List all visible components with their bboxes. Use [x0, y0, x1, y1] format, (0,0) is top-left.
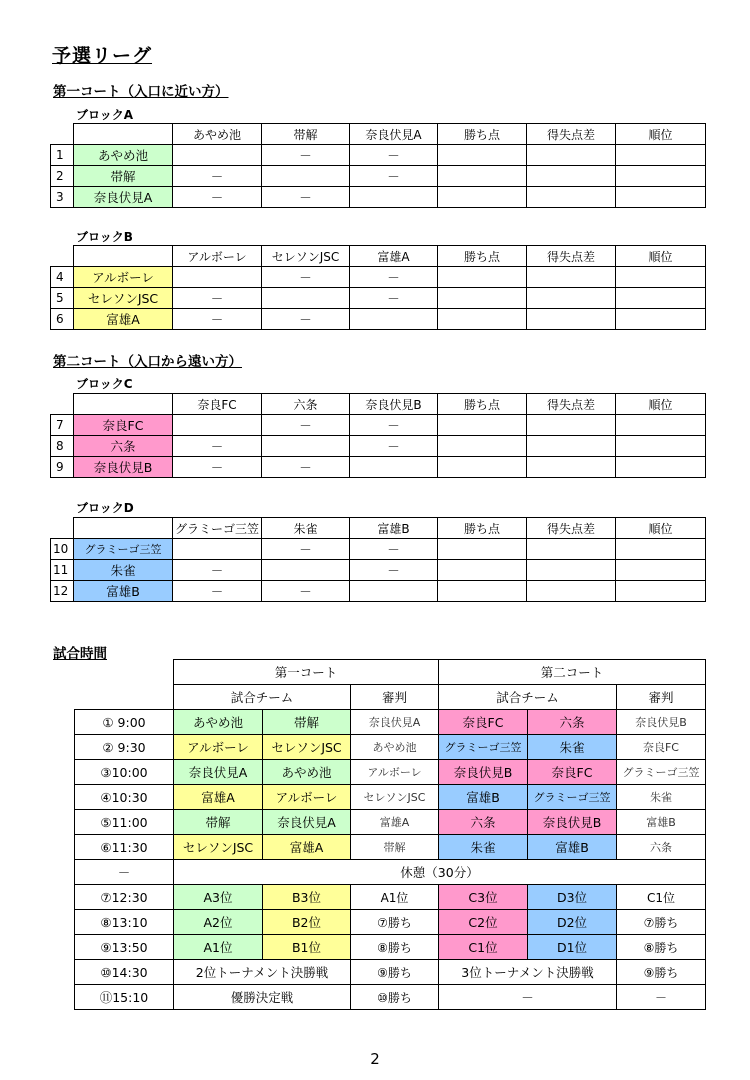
cell	[350, 581, 438, 602]
team-number: 1	[51, 145, 74, 166]
cell	[438, 560, 527, 581]
team-number: 8	[51, 436, 74, 457]
team-name: グラミーゴ三笠	[74, 539, 173, 560]
team-cell: あやめ池	[263, 760, 351, 785]
cell	[527, 539, 616, 560]
team-number: 2	[51, 166, 74, 187]
team-cell: 六条	[439, 810, 528, 835]
referee-cell: －	[617, 985, 706, 1010]
corner-cell	[75, 660, 174, 685]
team-name: 奈良FC	[74, 415, 173, 436]
table-row	[51, 457, 706, 478]
referee-cell: ⑨勝ち	[351, 960, 439, 985]
table-row	[51, 415, 706, 436]
cell	[527, 457, 616, 478]
referee-cell: ⑦勝ち	[351, 910, 439, 935]
referee-cell: 奈良伏見A	[351, 710, 439, 735]
break-label: 休憩（30分）	[174, 860, 706, 885]
cell	[527, 581, 616, 602]
col-team: 富雄B	[350, 518, 438, 539]
team-cell: 奈良FC	[439, 710, 528, 735]
team-name: 富雄B	[74, 581, 173, 602]
col-rank: 順位	[616, 124, 706, 145]
cell: －	[173, 436, 262, 457]
col-team: 富雄A	[350, 246, 438, 267]
team-cell: 奈良伏見B	[528, 810, 617, 835]
cell: －	[350, 288, 438, 309]
cell	[527, 145, 616, 166]
table-row	[51, 560, 706, 581]
schedule-table	[74, 659, 706, 1010]
cell: －	[350, 166, 438, 187]
team-cell: あやめ池	[174, 710, 263, 735]
match-teams-header: 試合チーム	[439, 685, 617, 710]
referee-cell: ⑧勝ち	[351, 935, 439, 960]
cell	[262, 560, 350, 581]
table-row	[75, 960, 706, 985]
cell	[438, 415, 527, 436]
team-number: 5	[51, 288, 74, 309]
col-points: 勝ち点	[438, 394, 527, 415]
cell	[527, 560, 616, 581]
team-cell: 富雄A	[263, 835, 351, 860]
cell	[438, 436, 527, 457]
cell	[262, 436, 350, 457]
team-cell: グラミーゴ三笠	[439, 735, 528, 760]
match-time: ⑤11:00	[75, 810, 174, 835]
corner-cell	[51, 518, 74, 539]
table-row	[75, 885, 706, 910]
cell: －	[173, 288, 262, 309]
referee-header: 審判	[617, 685, 706, 710]
match-time: ④10:30	[75, 785, 174, 810]
header-blank	[74, 394, 173, 415]
referee-cell: グラミーゴ三笠	[617, 760, 706, 785]
cell	[262, 288, 350, 309]
cell	[173, 539, 262, 560]
referee-cell: A1位	[351, 885, 439, 910]
table-row	[75, 785, 706, 810]
match-time: ⑦12:30	[75, 885, 174, 910]
corner-cell	[75, 685, 174, 710]
table-row	[75, 835, 706, 860]
cell: －	[262, 415, 350, 436]
final-match: －	[439, 985, 617, 1010]
block-b-label: ブロックB	[76, 230, 133, 244]
col-goal-diff: 得失点差	[527, 246, 616, 267]
cell	[616, 267, 706, 288]
match-time: ⑨13:50	[75, 935, 174, 960]
col-team: セレソンJSC	[262, 246, 350, 267]
team-name: 六条	[74, 436, 173, 457]
cell: －	[262, 187, 350, 208]
cell	[616, 187, 706, 208]
cell	[616, 288, 706, 309]
table-row	[51, 436, 706, 457]
cell: －	[173, 309, 262, 330]
team-cell: A2位	[174, 910, 263, 935]
cell	[350, 457, 438, 478]
block-c-label: ブロックC	[76, 377, 133, 391]
team-number: 11	[51, 560, 74, 581]
team-number: 7	[51, 415, 74, 436]
cell	[438, 581, 527, 602]
cell	[527, 166, 616, 187]
cell: －	[262, 309, 350, 330]
court-1-header: 第一コート	[174, 660, 439, 685]
cell	[527, 436, 616, 457]
col-team: 奈良伏見A	[350, 124, 438, 145]
cell: －	[173, 166, 262, 187]
cell: －	[350, 145, 438, 166]
cell	[616, 415, 706, 436]
team-cell: 奈良FC	[528, 760, 617, 785]
match-time: ⑧13:10	[75, 910, 174, 935]
cell: －	[350, 560, 438, 581]
team-cell: C3位	[439, 885, 528, 910]
table-row	[75, 810, 706, 835]
col-goal-diff: 得失点差	[527, 518, 616, 539]
team-cell: 奈良伏見A	[263, 810, 351, 835]
cell	[438, 267, 527, 288]
block-a-table	[50, 123, 706, 208]
cell	[616, 457, 706, 478]
table-row	[51, 145, 706, 166]
corner-cell	[51, 124, 74, 145]
cell: －	[350, 267, 438, 288]
team-cell: グラミーゴ三笠	[528, 785, 617, 810]
cell	[438, 288, 527, 309]
header-blank	[74, 518, 173, 539]
referee-cell: 六条	[617, 835, 706, 860]
referee-cell: ⑨勝ち	[617, 960, 706, 985]
team-cell: 帯解	[263, 710, 351, 735]
col-team: アルボーレ	[173, 246, 262, 267]
referee-cell: ⑧勝ち	[617, 935, 706, 960]
team-number: 4	[51, 267, 74, 288]
referee-cell: 奈良伏見B	[617, 710, 706, 735]
cell	[616, 539, 706, 560]
team-cell: セレソンJSC	[174, 835, 263, 860]
cell	[616, 581, 706, 602]
col-team: 帯解	[262, 124, 350, 145]
table-row	[75, 935, 706, 960]
match-time: ② 9:30	[75, 735, 174, 760]
cell	[616, 560, 706, 581]
team-name: 朱雀	[74, 560, 173, 581]
team-number: 3	[51, 187, 74, 208]
schedule-title: 試合時間	[53, 646, 107, 662]
table-row	[75, 710, 706, 735]
cell	[527, 187, 616, 208]
team-cell: 富雄B	[528, 835, 617, 860]
col-team: 六条	[262, 394, 350, 415]
cell	[527, 309, 616, 330]
court-2-heading: 第二コート（入口から遠い方）	[53, 354, 242, 370]
cell	[527, 267, 616, 288]
col-team: グラミーゴ三笠	[173, 518, 262, 539]
cell: －	[173, 187, 262, 208]
cell: －	[173, 560, 262, 581]
table-row	[51, 539, 706, 560]
team-cell: 帯解	[174, 810, 263, 835]
table-row	[51, 581, 706, 602]
cell	[438, 187, 527, 208]
cell	[173, 415, 262, 436]
match-time: ① 9:00	[75, 710, 174, 735]
page-number: 2	[370, 1050, 380, 1068]
match-time: ③10:00	[75, 760, 174, 785]
cell: －	[173, 581, 262, 602]
cell	[438, 539, 527, 560]
cell	[616, 166, 706, 187]
cell	[438, 309, 527, 330]
team-cell: 朱雀	[439, 835, 528, 860]
cell: －	[350, 415, 438, 436]
block-b-table	[50, 245, 706, 330]
referee-cell: 富雄B	[617, 810, 706, 835]
cell: －	[350, 436, 438, 457]
col-team: 奈良伏見B	[350, 394, 438, 415]
team-cell: 富雄A	[174, 785, 263, 810]
cell	[616, 145, 706, 166]
team-number: 10	[51, 539, 74, 560]
cell: －	[262, 539, 350, 560]
referee-cell: 奈良FC	[617, 735, 706, 760]
team-cell: 六条	[528, 710, 617, 735]
team-name: 奈良伏見A	[74, 187, 173, 208]
referee-cell: 帯解	[351, 835, 439, 860]
team-name: あやめ池	[74, 145, 173, 166]
col-team: 朱雀	[262, 518, 350, 539]
cell	[438, 145, 527, 166]
team-cell: B2位	[263, 910, 351, 935]
final-match: 2位トーナメント決勝戦	[174, 960, 351, 985]
referee-cell: アルボーレ	[351, 760, 439, 785]
break-row	[75, 860, 706, 885]
col-points: 勝ち点	[438, 246, 527, 267]
team-cell: A3位	[174, 885, 263, 910]
table-row	[51, 166, 706, 187]
cell: －	[173, 457, 262, 478]
referee-cell: ⑦勝ち	[617, 910, 706, 935]
team-cell: 富雄B	[439, 785, 528, 810]
block-d-table	[50, 517, 706, 602]
col-team: 奈良FC	[173, 394, 262, 415]
table-row	[75, 985, 706, 1010]
cell	[173, 267, 262, 288]
team-name: 富雄A	[74, 309, 173, 330]
table-row	[51, 309, 706, 330]
referee-cell: 朱雀	[617, 785, 706, 810]
team-cell: C1位	[439, 935, 528, 960]
team-cell: 奈良伏見B	[439, 760, 528, 785]
match-teams-header: 試合チーム	[174, 685, 351, 710]
court-2-header: 第二コート	[439, 660, 706, 685]
final-match: 優勝決定戦	[174, 985, 351, 1010]
cell	[350, 187, 438, 208]
team-cell: B3位	[263, 885, 351, 910]
match-time: ⑥11:30	[75, 835, 174, 860]
final-match: 3位トーナメント決勝戦	[439, 960, 617, 985]
team-number: 12	[51, 581, 74, 602]
team-cell: アルボーレ	[174, 735, 263, 760]
col-rank: 順位	[616, 246, 706, 267]
block-d-label: ブロックD	[76, 501, 134, 515]
cell: －	[262, 457, 350, 478]
cell: －	[262, 581, 350, 602]
table-row	[75, 910, 706, 935]
team-cell: 奈良伏見A	[174, 760, 263, 785]
team-number: 6	[51, 309, 74, 330]
cell	[527, 415, 616, 436]
cell: －	[262, 267, 350, 288]
match-time: ⑪15:10	[75, 985, 174, 1010]
cell	[616, 309, 706, 330]
corner-cell	[51, 246, 74, 267]
team-name: セレソンJSC	[74, 288, 173, 309]
court-1-heading: 第一コート（入口に近い方）	[53, 84, 229, 100]
col-points: 勝ち点	[438, 518, 527, 539]
team-cell: D2位	[528, 910, 617, 935]
referee-cell: 富雄A	[351, 810, 439, 835]
col-rank: 順位	[616, 394, 706, 415]
cell	[262, 166, 350, 187]
team-name: アルボーレ	[74, 267, 173, 288]
referee-cell: あやめ池	[351, 735, 439, 760]
col-rank: 順位	[616, 518, 706, 539]
cell	[350, 309, 438, 330]
header-blank	[74, 124, 173, 145]
page-title: 予選リーグ	[52, 45, 153, 67]
team-cell: 朱雀	[528, 735, 617, 760]
cell	[616, 436, 706, 457]
team-cell: A1位	[174, 935, 263, 960]
team-cell: D3位	[528, 885, 617, 910]
block-c-table	[50, 393, 706, 478]
referee-cell: C1位	[617, 885, 706, 910]
cell	[438, 166, 527, 187]
referee-cell: ⑩勝ち	[351, 985, 439, 1010]
col-goal-diff: 得失点差	[527, 124, 616, 145]
team-cell: アルボーレ	[263, 785, 351, 810]
col-points: 勝ち点	[438, 124, 527, 145]
table-row	[51, 267, 706, 288]
table-row	[75, 760, 706, 785]
cell	[438, 457, 527, 478]
corner-cell	[51, 394, 74, 415]
table-row	[75, 735, 706, 760]
break-time: －	[75, 860, 174, 885]
team-cell: D1位	[528, 935, 617, 960]
cell	[173, 145, 262, 166]
table-row	[51, 288, 706, 309]
team-cell: C2位	[439, 910, 528, 935]
team-name: 帯解	[74, 166, 173, 187]
team-cell: B1位	[263, 935, 351, 960]
table-row	[51, 187, 706, 208]
cell: －	[350, 539, 438, 560]
team-cell: セレソンJSC	[263, 735, 351, 760]
team-name: 奈良伏見B	[74, 457, 173, 478]
team-number: 9	[51, 457, 74, 478]
match-time: ⑩14:30	[75, 960, 174, 985]
block-a-label: ブロックA	[76, 108, 134, 122]
cell	[527, 288, 616, 309]
col-goal-diff: 得失点差	[527, 394, 616, 415]
col-team: あやめ池	[173, 124, 262, 145]
header-blank	[74, 246, 173, 267]
referee-cell: セレソンJSC	[351, 785, 439, 810]
cell: －	[262, 145, 350, 166]
referee-header: 審判	[351, 685, 439, 710]
